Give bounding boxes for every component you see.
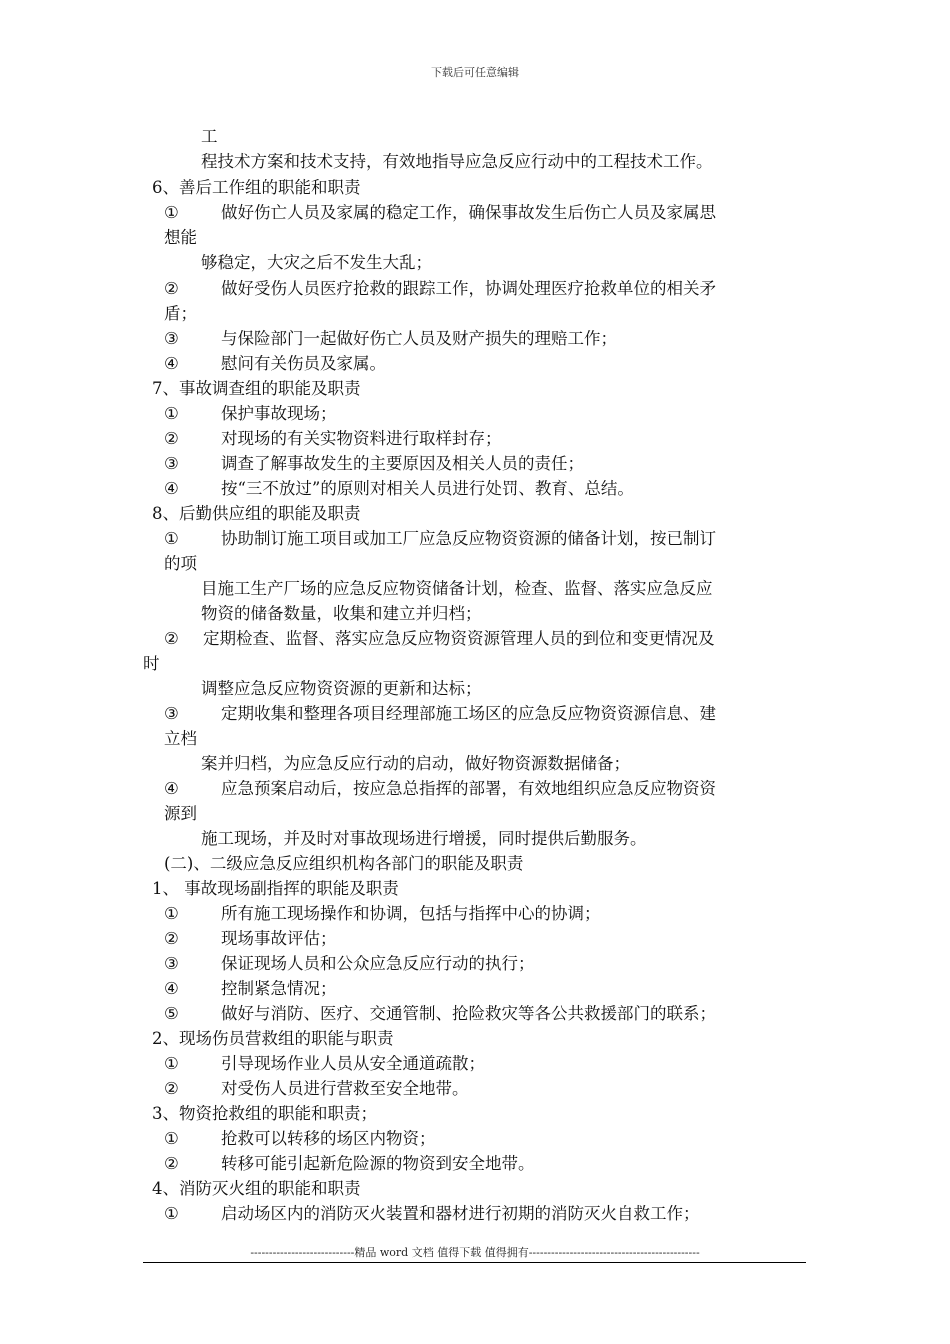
text-line: 想能: [164, 228, 197, 247]
item-number: ①: [164, 529, 179, 548]
item-text: 保证现场人员和公众应急反应行动的执行；: [221, 954, 535, 973]
section-heading: 6、善后工作组的职能和职责: [152, 178, 361, 197]
item-text: 做好与消防、医疗、交通管制、抢险救灾等各公共救援部门的联系；: [221, 1004, 716, 1023]
footer-rule: [143, 1262, 806, 1263]
text-line: 程技术方案和技术支持，有效地指导应急反应行动中的工程技术工作。: [201, 152, 713, 171]
item-text: 现场事故评估；: [221, 929, 337, 948]
text-line: 目施工生产厂场的应急反应物资储备计划，检查、监督、落实应急反应: [201, 579, 713, 598]
section-heading: 2、现场伤员营救组的职能与职责: [152, 1029, 394, 1048]
item-text: 所有施工现场操作和协调，包括与指挥中心的协调；: [221, 904, 601, 923]
section-heading: 7、事故调查组的职能及职责: [152, 379, 361, 398]
item-text: 定期收集和整理各项目经理部施工场区的应急反应物资资源信息、建: [221, 704, 716, 723]
section-heading: 1、 事故现场副指挥的职能及职责: [152, 879, 399, 898]
item-number: ②: [164, 929, 179, 948]
item-number: ④: [164, 354, 179, 373]
item-text: 抢救可以转移的场区内物资；: [221, 1129, 436, 1148]
item-number: ②: [164, 629, 179, 648]
section-heading: 3、物资抢救组的职能和职责；: [152, 1104, 377, 1123]
text-line: 案并归档，为应急反应行动的启动，做好物资源数据储备；: [201, 754, 630, 773]
item-number: ②: [164, 279, 179, 298]
item-number: ①: [164, 203, 179, 222]
item-text: 应急预案启动后，按应急总指挥的部署，有效地组织应急反应物资资: [221, 779, 716, 798]
item-text: 协助制订施工项目或加工厂应急反应物资资源的储备计划，按已制订: [221, 529, 716, 548]
text-line: 盾；: [164, 304, 197, 323]
item-text: 做好受伤人员医疗抢救的跟踪工作，协调处理医疗抢救单位的相关矛: [221, 279, 716, 298]
item-number: ④: [164, 979, 179, 998]
item-number: ④: [164, 479, 179, 498]
item-text: 按“三不放过”的原则对相关人员进行处罚、教育、总结。: [221, 479, 634, 498]
page-footer: ----------------------------精品 word 文档 值得下载 值得拥有----------------------------------------------: [250, 1246, 700, 1259]
section-heading: 4、消防灭火组的职能和职责: [152, 1179, 361, 1198]
section-heading: (二)、二级应急反应组织机构各部门的职能及职责: [164, 854, 524, 873]
item-number: ①: [164, 404, 179, 423]
item-text: 定期检查、监督、落实应急反应物资资源管理人员的到位和变更情况及: [203, 629, 715, 648]
item-number: ①: [164, 904, 179, 923]
item-text: 做好伤亡人员及家属的稳定工作，确保事故发生后伤亡人员及家属思: [221, 203, 716, 222]
item-number: ②: [164, 1154, 179, 1173]
text-line: 施工现场，并及时对事故现场进行增援，同时提供后勤服务。: [201, 829, 647, 848]
text-line: 的项: [164, 554, 197, 573]
text-line: 源到: [164, 804, 197, 823]
item-text: 慰问有关伤员及家属。: [221, 354, 386, 373]
item-number: ③: [164, 704, 179, 723]
item-text: 保护事故现场；: [221, 404, 337, 423]
item-text: 对受伤人员进行营救至安全地带。: [221, 1079, 469, 1098]
item-text: 调查了解事故发生的主要原因及相关人员的责任；: [221, 454, 584, 473]
item-number: ⑤: [164, 1004, 179, 1023]
item-text: 转移可能引起新危险源的物资到安全地带。: [221, 1154, 535, 1173]
text-line: 调整应急反应物资资源的更新和达标；: [201, 679, 482, 698]
text-line: 立档: [164, 729, 197, 748]
item-text: 引导现场作业人员从安全通道疏散；: [221, 1054, 485, 1073]
text-line: 物资的储备数量，收集和建立并归档；: [201, 604, 482, 623]
item-number: ③: [164, 954, 179, 973]
item-text: 启动场区内的消防灭火装置和器材进行初期的消防灭火自救工作；: [221, 1204, 700, 1223]
item-text: 与保险部门一起做好伤亡人员及财产损失的理赔工作；: [221, 329, 617, 348]
item-number: ③: [164, 454, 179, 473]
item-number: ①: [164, 1204, 179, 1223]
item-number: ②: [164, 1079, 179, 1098]
item-number: ②: [164, 429, 179, 448]
item-number: ①: [164, 1129, 179, 1148]
page-header: 下载后可任意编辑: [431, 66, 519, 79]
text-line: 时: [143, 654, 160, 673]
section-heading: 8、后勤供应组的职能及职责: [152, 504, 361, 523]
item-text: 控制紧急情况；: [221, 979, 337, 998]
item-number: ①: [164, 1054, 179, 1073]
item-number: ④: [164, 779, 179, 798]
text-line: 工: [201, 127, 218, 146]
text-line: 够稳定，大灾之后不发生大乱；: [201, 253, 432, 272]
item-number: ③: [164, 329, 179, 348]
item-text: 对现场的有关实物资料进行取样封存；: [221, 429, 502, 448]
